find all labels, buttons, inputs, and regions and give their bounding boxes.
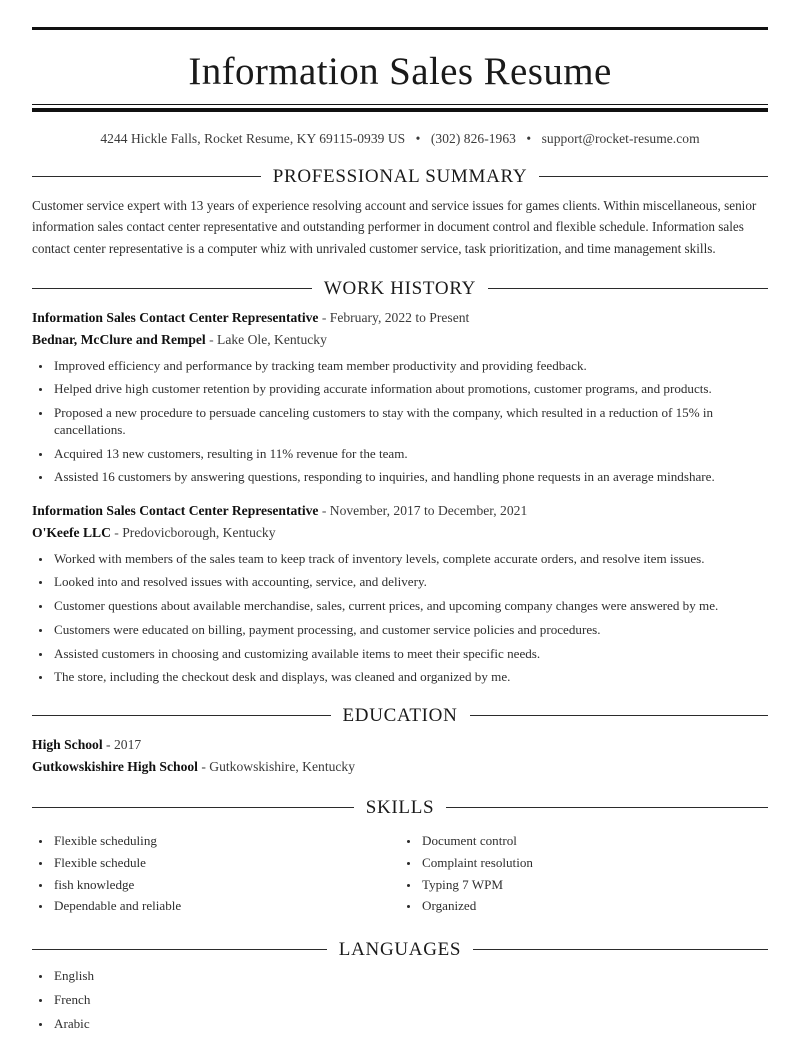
page-title: Information Sales Resume [188,50,612,93]
skills-column-right [400,826,768,920]
list-item: Organized [400,898,768,915]
list-item: Flexible schedule [32,855,400,872]
work-job-title: Information Sales Contact Center Representative [32,503,319,519]
section-rule-right [470,715,769,716]
list-item: Arabic [32,1016,768,1033]
list-item: Typing 7 WPM [400,877,768,894]
section-professional-summary [32,167,768,259]
contact-address: 4244 Hickle Falls, Rocket Resume, KY 69115-0939 US [100,130,406,146]
list-item: Acquired 13 new customers, resulting in 11% revenue for the team. [32,446,768,463]
work-dates: February, 2022 to Present [329,310,470,326]
skills-columns [32,826,768,920]
section-rule-left [32,715,331,716]
work-entry-title-line [32,500,768,522]
list-item: French [32,992,768,1009]
list-item: Flexible scheduling [32,833,400,850]
list-item: Customer questions about available merchandise, sales, current prices, and upcoming company changes were answered by me. [32,598,768,615]
list-item: English [32,968,768,985]
section-rule-right [473,949,768,950]
languages-list [32,968,768,1032]
skills-column-left [32,826,400,920]
work-entry [32,500,768,686]
section-title-education: EDUCATION [342,705,458,727]
list-item: Improved efficiency and performance by tracking team member productivity and providing feedback. [32,358,768,375]
section-work-history [32,279,768,686]
contact-email: support@rocket-resume.com [541,130,700,146]
resume-page [0,27,800,1062]
work-dates: November, 2017 to December, 2021 [329,503,528,519]
education-school: Gutkowskishire High School [32,759,198,775]
section-education [32,706,768,778]
section-rule-left [32,176,261,177]
section-rule-right [446,807,768,808]
list-item: Customers were educated on billing, payment processing, and customer service policies and procedures. [32,622,768,639]
education-school-location: Gutkowskishire, Kentucky [209,759,356,775]
work-title-dash: - [318,310,330,326]
work-job-title: Information Sales Contact Center Representative [32,310,319,326]
section-languages [32,940,768,1032]
section-rule-left [32,807,354,808]
education-school-line [32,756,768,778]
work-bullet-list [32,358,768,487]
section-rule-right [539,176,768,177]
list-item: The store, including the checkout desk and displays, was cleaned and organized by me. [32,669,768,686]
section-rule-left [32,288,312,289]
skills-list-left [32,833,400,915]
section-title-skills: SKILLS [365,797,435,819]
list-item: Document control [400,833,768,850]
contact-phone: (302) 826-1963 [430,130,516,146]
list-item: Assisted customers in choosing and customizing available items to meet their specific needs. [32,646,768,663]
contact-separator-1: • [415,130,421,146]
work-entry [32,307,768,486]
work-company-dash: - [110,524,123,540]
header-top-rule [32,27,768,30]
work-entry-company-line [32,329,768,351]
header-double-rule [32,104,768,112]
education-year: 2017 [113,737,142,753]
section-header-languages [32,940,768,959]
work-bullet-list [32,551,768,687]
section-title-languages: LANGUAGES [338,939,462,961]
work-location: Predovicborough, Kentucky [122,524,276,540]
list-item: fish knowledge [32,877,400,894]
section-header-education [32,706,768,725]
education-degree: High School [32,737,103,753]
section-title-work-history: WORK HISTORY [323,278,477,300]
work-entry-title-line [32,307,768,329]
list-item: Helped drive high customer retention by providing accurate information about promotions, customer programs, and products. [32,381,768,398]
education-degree-dash: - [102,737,114,753]
section-header-summary [32,167,768,186]
section-rule-left [32,949,327,950]
section-skills [32,798,768,920]
contact-line [32,131,768,147]
list-item: Dependable and reliable [32,898,400,915]
work-company: O'Keefe LLC [32,524,111,540]
header-rule-thin [32,104,768,105]
work-location: Lake Ole, Kentucky [217,331,327,347]
section-header-skills [32,798,768,817]
work-company-dash: - [205,331,218,347]
section-title-summary: PROFESSIONAL SUMMARY [272,165,528,187]
skills-list-right [400,833,768,915]
work-entry-company-line [32,522,768,544]
education-degree-line [32,734,768,756]
list-item: Assisted 16 customers by answering questions, responding to inquiries, and handling phone requests in an average mindshare. [32,469,768,486]
contact-separator-2: • [526,130,532,146]
list-item: Worked with members of the sales team to keep track of inventory levels, complete accurate orders, and resolve item issues. [32,551,768,568]
list-item: Complaint resolution [400,855,768,872]
list-item: Proposed a new procedure to persuade canceling customers to stay with the company, which resulted in a reduction of 15% in cancellations. [32,405,768,439]
header-rule-thick [32,108,768,112]
summary-paragraph: Customer service expert with 13 years of experience resolving account and service issues for games clients. Within miscellaneous, senior information sales contact center representative and outstanding performer in document control and flexible schedule. Information sales contact center representative is a computer whiz with unrivaled customer service, task prioritization, and time management skills. [32,197,757,256]
education-school-dash: - [197,759,210,775]
work-title-dash: - [318,503,330,519]
work-company: Bednar, McClure and Rempel [32,331,206,347]
list-item: Looked into and resolved issues with accounting, service, and delivery. [32,574,768,591]
section-rule-right [488,288,768,289]
section-header-work-history [32,279,768,298]
